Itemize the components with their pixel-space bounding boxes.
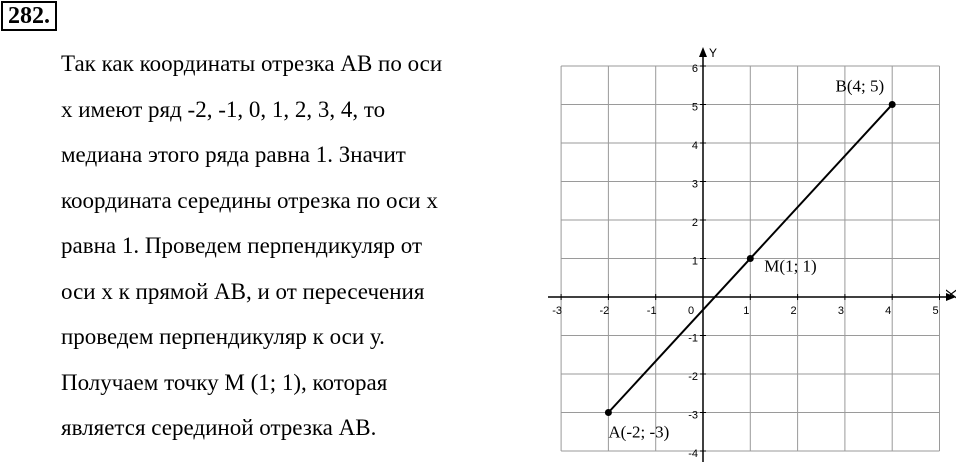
- y-tick-label: -2: [688, 371, 698, 383]
- text-line: равна 1. Проведем перпендикуляр от: [61, 233, 423, 258]
- x-tick-label: -1: [646, 305, 657, 317]
- x-tick-label: 5: [932, 305, 939, 317]
- point-b-marker: [889, 101, 896, 108]
- point-m-marker: [747, 255, 754, 262]
- y-tick-label: 3: [691, 178, 698, 191]
- point-a-label: A(-2; -3): [608, 422, 670, 442]
- y-tick-label: 4: [691, 140, 698, 152]
- text-line: оси x к прямой АВ, и от пересечения: [61, 278, 425, 304]
- y-tick-label: -4: [688, 448, 698, 460]
- text-line: координата середины отрезка по оси x: [61, 187, 438, 213]
- text-line: является серединой отрезка АВ.: [61, 415, 377, 440]
- point-b-label: B(4; 5): [835, 76, 885, 96]
- x-tick-label: -3: [552, 305, 562, 317]
- point-a-marker: [605, 409, 612, 416]
- x-tick-label: 3: [837, 305, 844, 317]
- y-tick-label: -1: [688, 332, 698, 345]
- text-line: x имеют ряд -2, -1, 0, 1, 2, 3, 4, то: [61, 96, 386, 122]
- task-number: 282.: [1, 1, 57, 31]
- point-m-label: M(1; 1): [764, 256, 817, 276]
- x-tick-label: 0: [687, 305, 695, 317]
- y-axis-arrow: [699, 47, 707, 57]
- y-tick-label: -3: [688, 409, 698, 422]
- text-line: медиана этого ряда равна 1. Значит: [61, 142, 406, 167]
- coordinate-graph: [540, 0, 960, 469]
- y-tick-label: 1: [691, 255, 698, 268]
- text-line: проведем перпендикуляр к оси у.: [61, 324, 385, 349]
- text-line: Так как координаты отрезка АВ по оси: [61, 51, 443, 76]
- x-axis-label: X: [942, 289, 959, 300]
- y-tick-label: 6: [691, 63, 698, 75]
- x-tick-label: 2: [790, 305, 797, 317]
- y-tick-label: 5: [691, 101, 698, 114]
- solution-text: [61, 45, 541, 455]
- y-axis-label: Y: [709, 46, 718, 60]
- x-tick-label: 4: [885, 305, 892, 317]
- text-line: Получаем точку М (1; 1), которая: [61, 369, 388, 395]
- y-tick-label: 2: [691, 217, 698, 229]
- x-tick-label: -2: [599, 305, 610, 317]
- x-tick-label: 1: [743, 305, 750, 317]
